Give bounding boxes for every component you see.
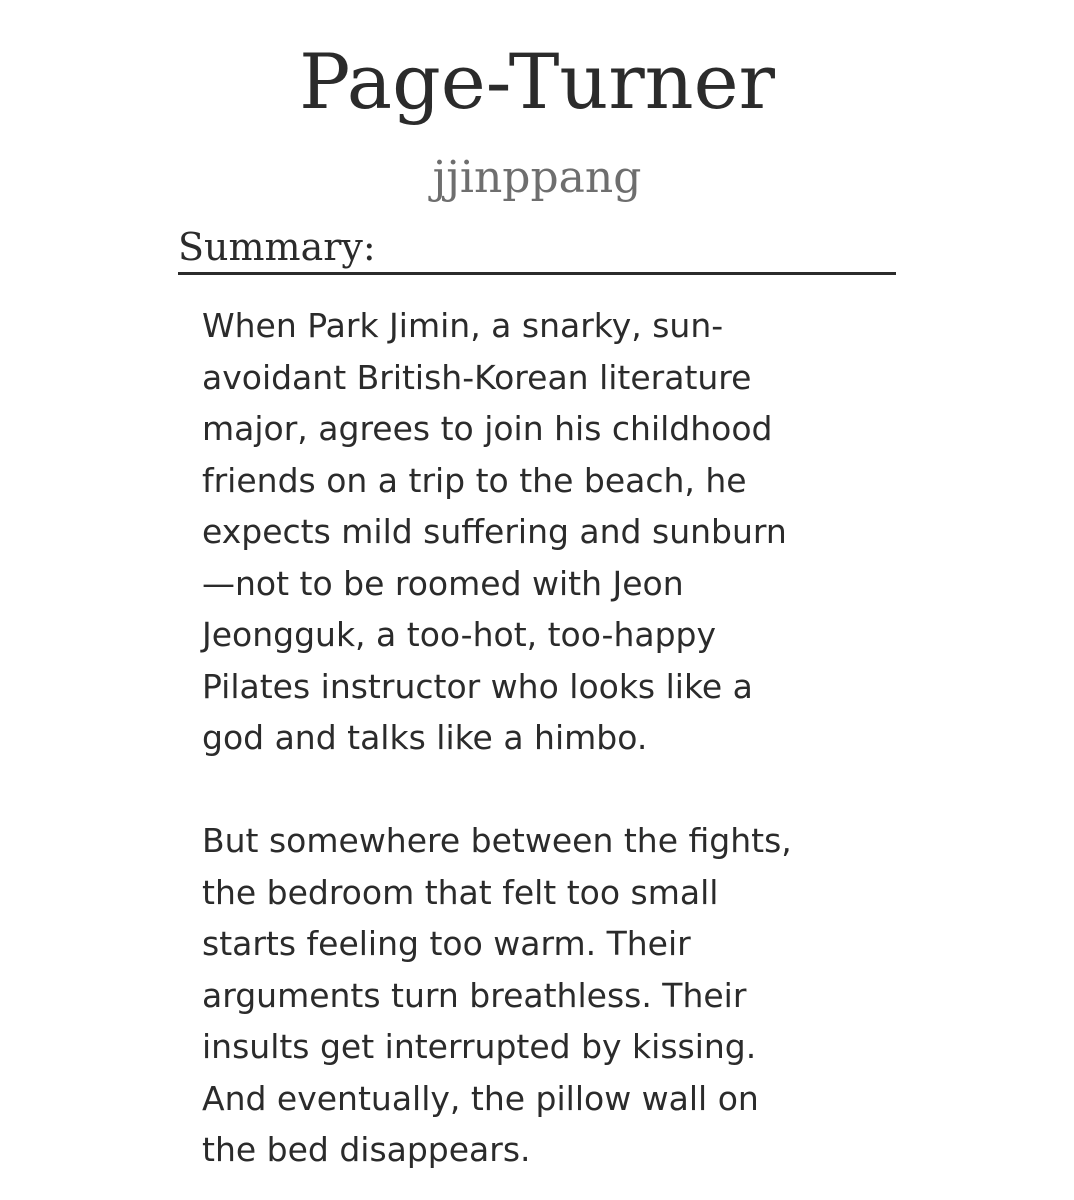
- summary-line: insults get interrupted by kissing.: [202, 1027, 757, 1066]
- summary-line: When Park Jimin, a snarky, sun-: [202, 306, 724, 345]
- work-author[interactable]: jjinppang: [432, 152, 642, 203]
- summary-line: avoidant British-Korean literature: [202, 357, 752, 397]
- paragraph-gap: [202, 764, 902, 816]
- summary-line: But somewhere between the fights,: [202, 821, 792, 860]
- summary-line: Pilates instructor who looks like a: [202, 666, 753, 706]
- summary-paragraph-2: [202, 815, 902, 1176]
- summary-line: major, agrees to join his childhood: [202, 409, 773, 448]
- summary-line: god and talks like a himbo.: [202, 718, 648, 757]
- summary-line: arguments turn breathless. Their: [202, 975, 747, 1015]
- summary-line: And eventually, the pillow wall on: [202, 1078, 759, 1118]
- summary-heading: Summary:: [178, 222, 896, 275]
- summary-line: —not to be roomed with Jeon: [202, 563, 684, 603]
- summary-body: [202, 300, 902, 1176]
- summary-line: the bedroom that felt too small: [202, 872, 719, 912]
- summary-line: expects mild suffering and sunburn: [202, 512, 787, 551]
- work-title: Page-Turner: [299, 37, 775, 126]
- summary-paragraph-1: [202, 300, 902, 764]
- summary-line: starts feeling too warm. Their: [202, 924, 691, 963]
- summary-line: the bed disappears.: [202, 1130, 531, 1169]
- summary-line: Jeongguk, a too-hot, too-happy: [202, 615, 717, 654]
- summary-line: friends on a trip to the beach, he: [202, 460, 747, 500]
